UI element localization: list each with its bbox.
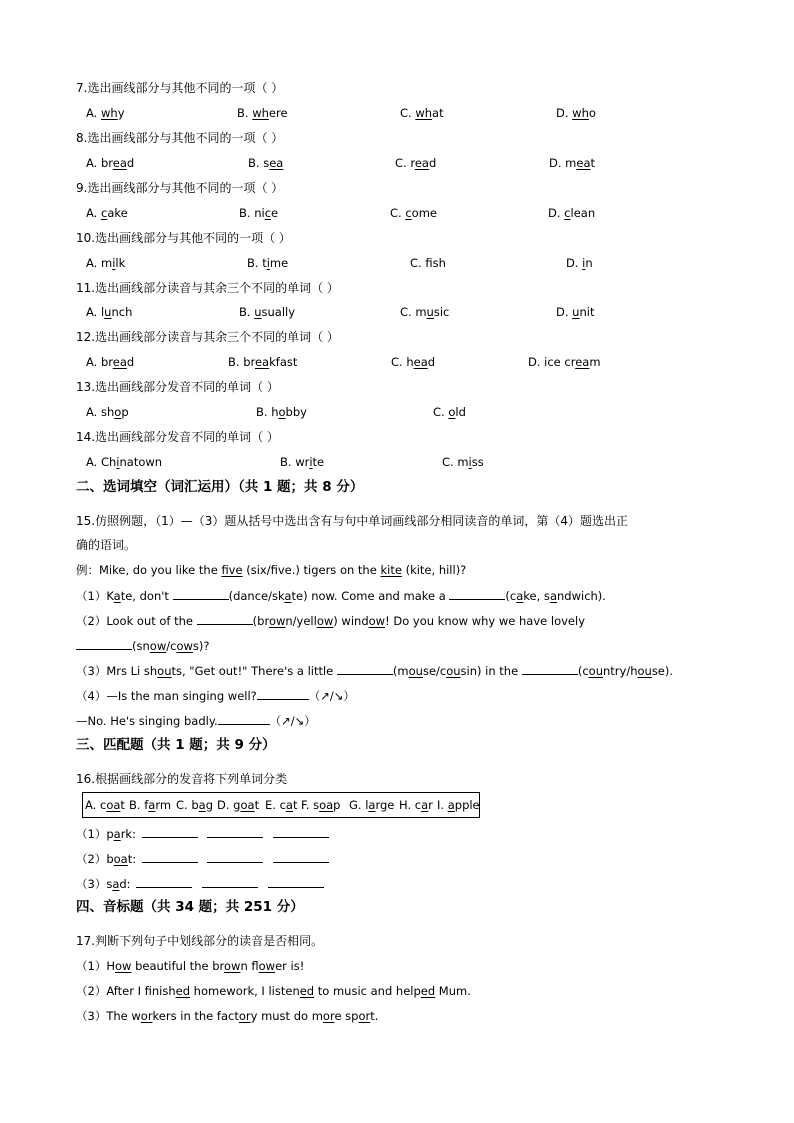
blank-input[interactable] xyxy=(202,875,258,888)
blank-input[interactable] xyxy=(449,587,505,600)
q11-option-c[interactable]: C. music xyxy=(400,305,450,319)
blank-input[interactable] xyxy=(207,850,263,863)
q15-item-1: （1）Kate, don't (dance/skate) now. Come and make a (cake, sandwich). xyxy=(76,589,606,603)
q8-option-c[interactable]: C. read xyxy=(395,156,437,170)
section-3-heading: 三、匹配题（共 1 题；共 9 分） xyxy=(76,737,276,753)
q11-option-a[interactable]: A. lunch xyxy=(86,305,133,319)
q8-option-a[interactable]: A. bread xyxy=(86,156,135,170)
q15-item-4-question: （4）—Is the man singing well? （↗/↘） xyxy=(76,689,355,703)
word-bank-box xyxy=(82,792,480,818)
blank-input[interactable] xyxy=(142,850,198,863)
q9-option-a[interactable]: A. cake xyxy=(86,206,128,220)
q15-item-2-line-1: （2）Look out of the (brown/yellow) window! Do you know why we have lovely xyxy=(76,614,585,628)
question-9-stem: 9.选出画线部分与其他不同的一项（ ） xyxy=(76,181,284,195)
word-bank-item: A. coat xyxy=(85,798,125,812)
question-15-stem-line-1: 15.仿照例题，（1）—（3）题从括号中选出含有与句中单词画线部分相同读音的单词，第（4）题选出正 xyxy=(76,514,628,528)
q16-row-1: （1）park: xyxy=(76,825,329,842)
word-bank-item: D. goat xyxy=(217,798,260,812)
q17-item-1: （1）How beautiful the brown flower is! xyxy=(76,959,305,973)
q10-option-d[interactable]: D. in xyxy=(566,256,593,270)
q9-option-c[interactable]: C. come xyxy=(390,206,437,220)
blank-input[interactable] xyxy=(173,587,229,600)
q12-option-d[interactable]: D. ice cream xyxy=(528,355,601,369)
q9-option-d[interactable]: D. clean xyxy=(548,206,596,220)
q16-row-2: （2）boat: xyxy=(76,850,329,867)
q13-option-c[interactable]: C. old xyxy=(433,405,466,419)
question-8-stem: 8.选出画线部分与其他不同的一项（ ） xyxy=(76,131,284,145)
q7-option-b[interactable]: B. where xyxy=(237,106,288,120)
blank-input[interactable] xyxy=(218,712,270,725)
q8-option-b[interactable]: B. sea xyxy=(248,156,284,170)
word-bank-item: E. cat xyxy=(265,798,298,812)
blank-input[interactable] xyxy=(207,825,263,838)
q8-option-d[interactable]: D. meat xyxy=(549,156,596,170)
question-15-stem-line-2: 确的语词。 xyxy=(76,538,137,552)
q14-option-a[interactable]: A. Chinatown xyxy=(86,455,163,469)
section-2-heading: 二、选词填空（词汇运用）（共 1 题；共 8 分） xyxy=(76,479,364,495)
blank-input[interactable] xyxy=(142,825,198,838)
word-bank-item: B. farm xyxy=(129,798,172,812)
q7-option-d[interactable]: D. who xyxy=(556,106,596,120)
blank-input[interactable] xyxy=(273,825,329,838)
question-7-stem: 7.选出画线部分与其他不同的一项（ ） xyxy=(76,81,284,95)
question-14-stem: 14.选出画线部分发音不同的单词（ ） xyxy=(76,430,279,444)
q14-option-b[interactable]: B. write xyxy=(280,455,325,469)
question-11-stem: 11.选出画线部分读音与其余三个不同的单词（ ） xyxy=(76,281,339,295)
word-bank-item: G. large xyxy=(349,798,395,812)
q10-option-b[interactable]: B. time xyxy=(247,256,289,270)
blank-input[interactable] xyxy=(197,612,253,625)
q9-option-b[interactable]: B. nice xyxy=(239,206,279,220)
blank-input[interactable] xyxy=(337,662,393,675)
word-bank-item: H. car xyxy=(399,798,433,812)
question-16-stem: 16.根据画线部分的发音将下列单词分类 xyxy=(76,772,288,786)
q11-option-b[interactable]: B. usually xyxy=(239,305,296,319)
q13-option-a[interactable]: A. shop xyxy=(86,405,129,419)
q12-option-c[interactable]: C. head xyxy=(391,355,436,369)
blank-input[interactable] xyxy=(76,637,132,650)
question-13-stem: 13.选出画线部分发音不同的单词（ ） xyxy=(76,380,279,394)
q17-item-2: （2）After I finished homework, I listened to music and helped Mum. xyxy=(76,984,471,998)
q16-row-3: （3）sad: xyxy=(76,875,324,892)
q15-example: 例：Mike, do you like the five (six/five.) tigers on the kite (kite, hill)? xyxy=(76,563,467,577)
q10-option-a[interactable]: A. milk xyxy=(86,256,126,270)
q15-item-3: （3）Mrs Li shouts, "Get out!" There's a little (mouse/cousin) in the (country/house). xyxy=(76,664,674,678)
word-bank-item: F. soap xyxy=(301,798,341,812)
q15-item-2-line-2: (snow/cows)? xyxy=(76,637,209,654)
blank-input[interactable] xyxy=(257,687,309,700)
question-12-stem: 12.选出画线部分读音与其余三个不同的单词（ ） xyxy=(76,330,339,344)
section-4-heading: 四、音标题（共 34 题；共 251 分） xyxy=(76,899,304,915)
q17-item-3: （3）The workers in the factory must do more sport. xyxy=(76,1009,379,1023)
q12-option-b[interactable]: B. breakfast xyxy=(228,355,298,369)
q7-option-c[interactable]: C. what xyxy=(400,106,444,120)
question-17-stem: 17.判断下列句子中划线部分的读音是否相同。 xyxy=(76,934,324,948)
blank-input[interactable] xyxy=(273,850,329,863)
q11-option-d[interactable]: D. unit xyxy=(556,305,595,319)
q14-option-c[interactable]: C. miss xyxy=(442,455,484,469)
q10-option-c[interactable]: C. fsh xyxy=(410,256,446,270)
q13-option-b[interactable]: B. hobby xyxy=(256,405,307,419)
q15-item-4-answer: —No. He's singing badly. （↗/↘） xyxy=(76,714,316,728)
blank-input[interactable] xyxy=(522,662,578,675)
word-bank-item: C. bag xyxy=(176,798,214,812)
q12-option-a[interactable]: A. bread xyxy=(86,355,135,369)
blank-input[interactable] xyxy=(268,875,324,888)
word-bank-item: I. apple xyxy=(437,798,480,812)
blank-input[interactable] xyxy=(136,875,192,888)
q7-option-a[interactable]: A. why xyxy=(86,106,125,120)
question-10-stem: 10.选出画线部分与其他不同的一项（ ） xyxy=(76,231,291,245)
